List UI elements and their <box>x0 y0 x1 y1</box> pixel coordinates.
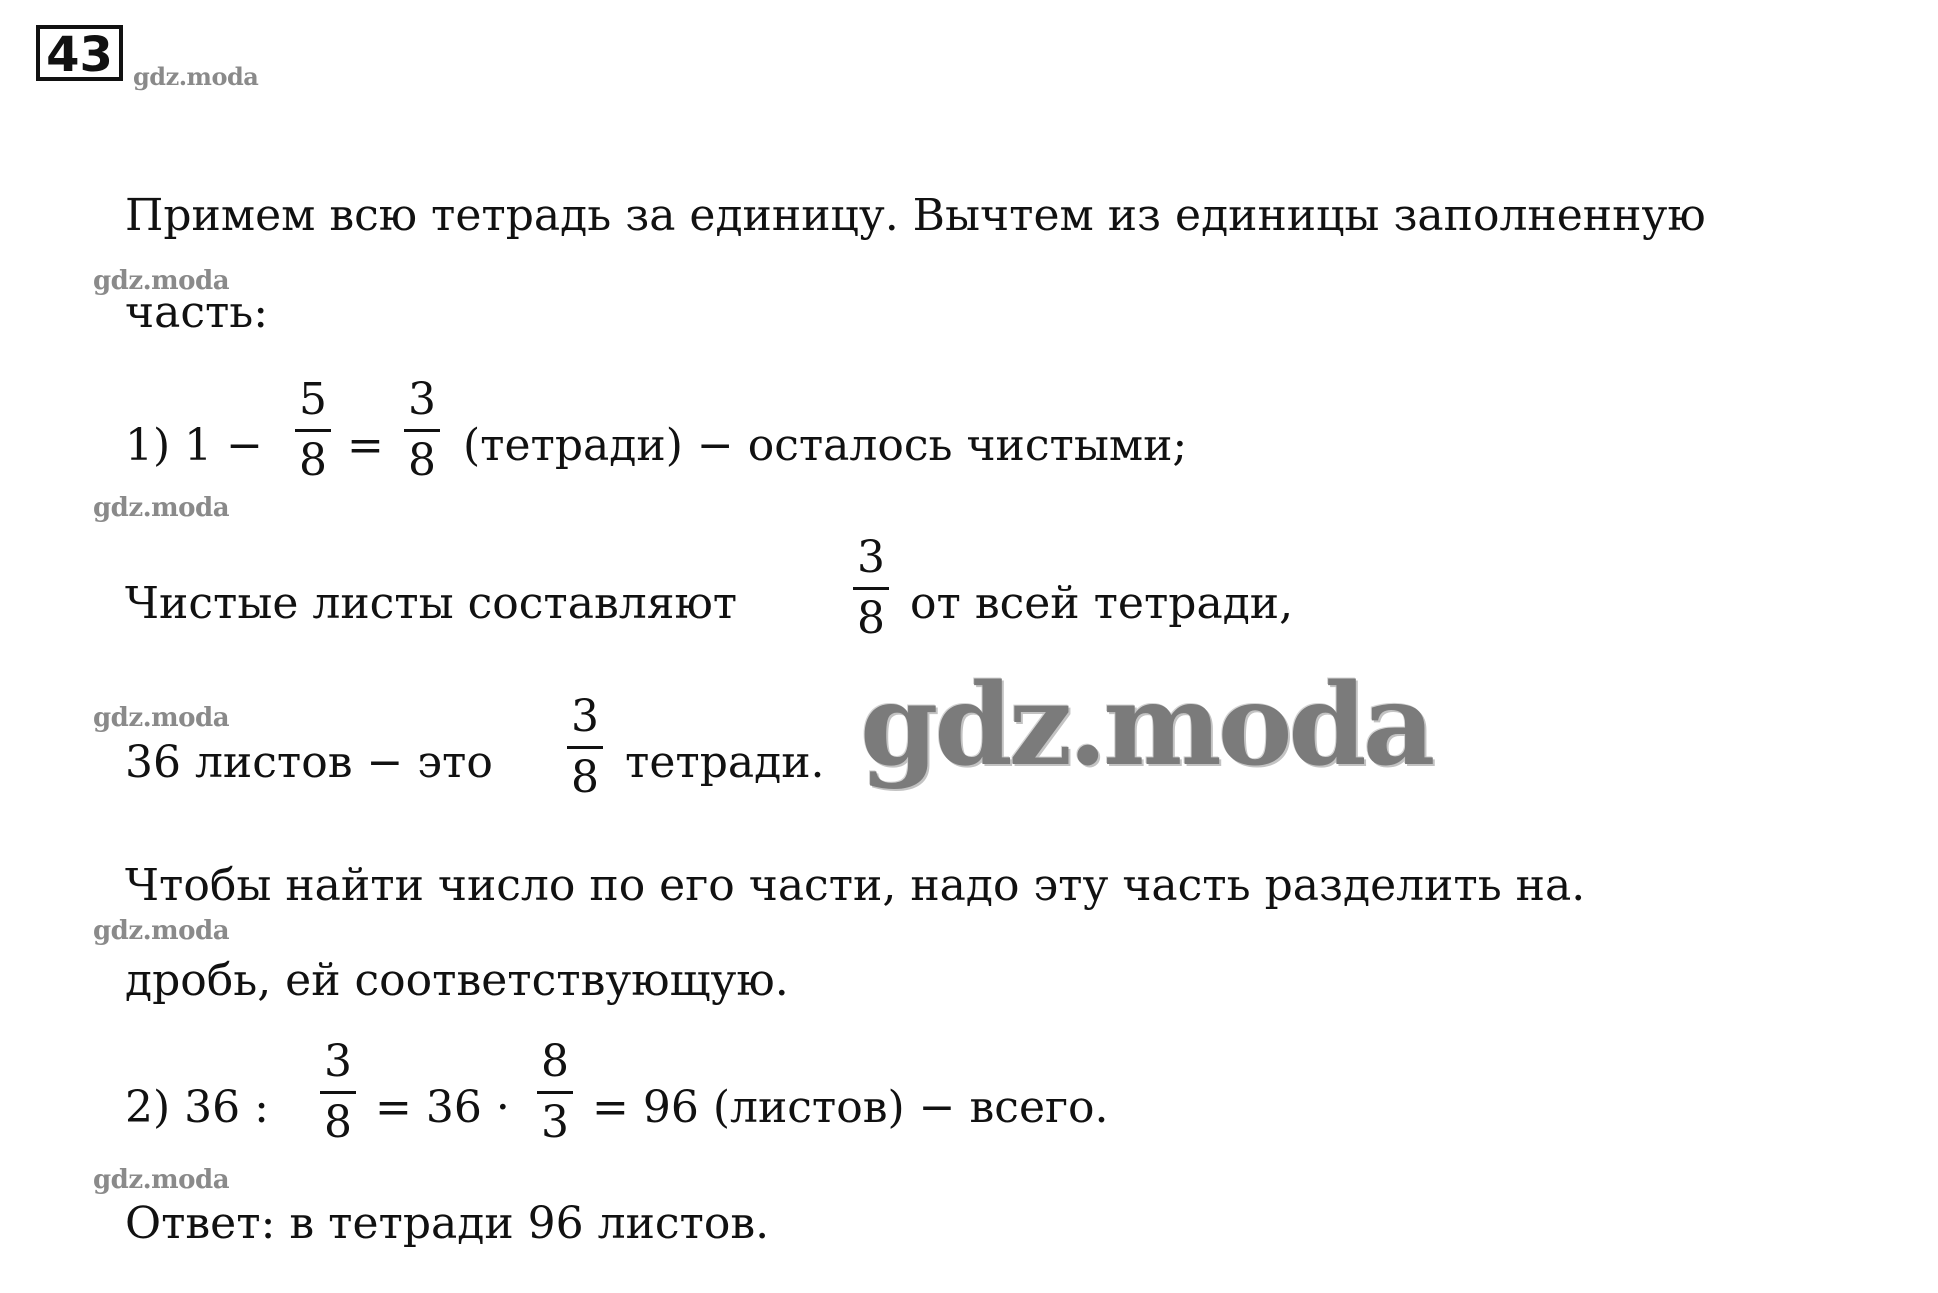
step-2-prefix: 2) 36 : <box>125 1082 269 1133</box>
paragraph-2-right: от всей тетради, <box>910 578 1294 629</box>
fraction-numerator: 3 <box>857 532 885 583</box>
problem-number: 43 <box>36 25 123 81</box>
fraction-3-8-a <box>402 376 442 485</box>
watermark-large: gdz.moda <box>860 660 1432 791</box>
fraction-denominator: 8 <box>324 1097 352 1148</box>
fraction-denominator: 8 <box>857 593 885 644</box>
fraction-3-8-c <box>565 693 605 802</box>
paragraph-2-left: Чистые листы составляют <box>125 578 738 629</box>
watermark-3: gdz.moda <box>93 703 230 733</box>
fraction-denominator: 8 <box>571 752 599 803</box>
fraction-numerator: 3 <box>571 691 599 742</box>
fraction-bar <box>537 1091 573 1094</box>
fraction-denominator: 8 <box>299 435 327 486</box>
fraction-5-8 <box>293 376 333 485</box>
watermark-2: gdz.moda <box>93 493 230 523</box>
paragraph-1-line-2: часть: <box>125 287 269 338</box>
fraction-numerator: 8 <box>541 1036 569 1087</box>
fraction-denominator: 8 <box>408 435 436 486</box>
fraction-numerator: 3 <box>324 1036 352 1087</box>
paragraph-1-line-1: Примем всю тетрадь за единицу. Вычтем из единицы заполненную <box>125 190 1706 241</box>
fraction-bar <box>567 746 603 749</box>
paragraph-4-line-1: Чтобы найти число по его части, надо эту часть разделить на. <box>125 860 1586 911</box>
fraction-3-8-b <box>851 534 891 643</box>
paragraph-3-right: тетради. <box>625 737 825 788</box>
fraction-bar <box>295 429 331 432</box>
step-1-prefix: 1) 1 − <box>125 420 263 471</box>
answer-line: Ответ: в тетради 96 листов. <box>125 1198 770 1249</box>
fraction-8-3 <box>535 1038 575 1147</box>
watermark-4: gdz.moda <box>93 916 230 946</box>
fraction-numerator: 3 <box>408 374 436 425</box>
paragraph-3-left: 36 листов − это <box>125 737 493 788</box>
fraction-bar <box>320 1091 356 1094</box>
fraction-denominator: 3 <box>541 1097 569 1148</box>
step-2-middle: = 36 · <box>375 1082 510 1133</box>
fraction-3-8-d <box>318 1038 358 1147</box>
watermark-5: gdz.moda <box>93 1165 230 1195</box>
paragraph-4-line-2: дробь, ей соответствующую. <box>125 955 789 1006</box>
watermark-header: gdz.moda <box>133 62 259 91</box>
step-2-suffix: = 96 (листов) − всего. <box>592 1082 1109 1133</box>
step-1-equals: = <box>347 420 384 471</box>
watermark-1: gdz.moda <box>93 266 230 296</box>
fraction-bar <box>853 587 889 590</box>
fraction-numerator: 5 <box>299 374 327 425</box>
fraction-bar <box>404 429 440 432</box>
step-1-suffix: (тетради) − осталось чистыми; <box>463 420 1188 471</box>
